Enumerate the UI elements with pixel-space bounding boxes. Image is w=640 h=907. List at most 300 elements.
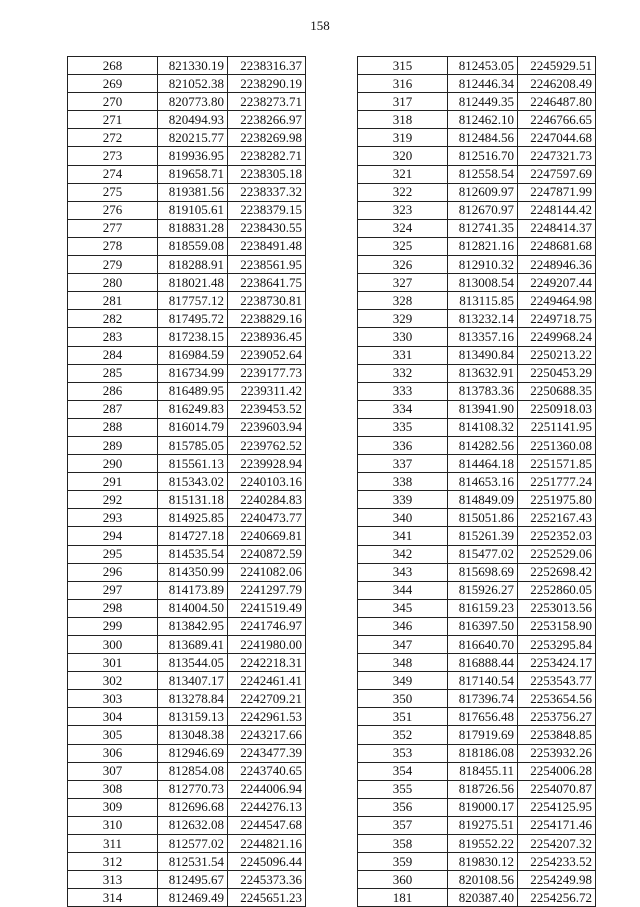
y-coordinate-cell: 2252698.42 — [518, 563, 596, 581]
x-coordinate-cell: 812558.54 — [448, 165, 518, 183]
point-id-cell: 327 — [358, 274, 448, 292]
point-id-cell: 272 — [68, 129, 158, 147]
y-coordinate-cell: 2243740.65 — [228, 762, 306, 780]
table-row — [68, 527, 306, 545]
x-coordinate-cell: 821052.38 — [158, 75, 228, 93]
point-id-cell: 336 — [358, 436, 448, 454]
table-row — [358, 509, 596, 527]
point-id-cell: 304 — [68, 708, 158, 726]
x-coordinate-cell: 820494.93 — [158, 111, 228, 129]
y-coordinate-cell: 2239052.64 — [228, 346, 306, 364]
y-coordinate-cell: 2248681.68 — [518, 237, 596, 255]
x-coordinate-cell: 813632.91 — [448, 364, 518, 382]
point-id-cell: 322 — [358, 183, 448, 201]
y-coordinate-cell: 2238337.32 — [228, 183, 306, 201]
x-coordinate-cell: 812696.68 — [158, 798, 228, 816]
y-coordinate-cell: 2239928.94 — [228, 455, 306, 473]
y-coordinate-cell: 2245373.36 — [228, 871, 306, 889]
y-coordinate-cell: 2245651.23 — [228, 889, 306, 907]
table-row — [68, 382, 306, 400]
y-coordinate-cell: 2243217.66 — [228, 726, 306, 744]
point-id-cell: 326 — [358, 256, 448, 274]
y-coordinate-cell: 2238379.15 — [228, 201, 306, 219]
point-id-cell: 287 — [68, 400, 158, 418]
point-id-cell: 300 — [68, 636, 158, 654]
point-id-cell: 324 — [358, 219, 448, 237]
point-id-cell: 307 — [68, 762, 158, 780]
table-row — [68, 256, 306, 274]
table-row — [358, 165, 596, 183]
table-row — [68, 798, 306, 816]
y-coordinate-cell: 2238305.18 — [228, 165, 306, 183]
y-coordinate-cell: 2239453.52 — [228, 400, 306, 418]
coordinate-table-left — [67, 56, 306, 907]
point-id-cell: 319 — [358, 129, 448, 147]
table-row — [68, 726, 306, 744]
table-row — [68, 491, 306, 509]
table-row — [358, 581, 596, 599]
x-coordinate-cell: 816489.95 — [158, 382, 228, 400]
table-row — [68, 617, 306, 635]
point-id-cell: 331 — [358, 346, 448, 364]
table-row — [68, 581, 306, 599]
table-row — [358, 75, 596, 93]
point-id-cell: 278 — [68, 237, 158, 255]
point-id-cell: 342 — [358, 545, 448, 563]
x-coordinate-cell: 812741.35 — [448, 219, 518, 237]
point-id-cell: 328 — [358, 292, 448, 310]
x-coordinate-cell: 813689.41 — [158, 636, 228, 654]
point-id-cell: 305 — [68, 726, 158, 744]
table-row — [68, 744, 306, 762]
x-coordinate-cell: 820108.56 — [448, 871, 518, 889]
point-id-cell: 270 — [68, 93, 158, 111]
y-coordinate-cell: 2249718.75 — [518, 310, 596, 328]
x-coordinate-cell: 819658.71 — [158, 165, 228, 183]
table-row — [358, 328, 596, 346]
x-coordinate-cell: 812577.02 — [158, 835, 228, 853]
y-coordinate-cell: 2247044.68 — [518, 129, 596, 147]
point-id-cell: 268 — [68, 57, 158, 75]
point-id-cell: 282 — [68, 310, 158, 328]
x-coordinate-cell: 818726.56 — [448, 780, 518, 798]
point-id-cell: 355 — [358, 780, 448, 798]
table-row — [358, 599, 596, 617]
y-coordinate-cell: 2253654.56 — [518, 690, 596, 708]
y-coordinate-cell: 2238491.48 — [228, 237, 306, 255]
point-id-cell: 292 — [68, 491, 158, 509]
point-id-cell: 299 — [68, 617, 158, 635]
y-coordinate-cell: 2238316.37 — [228, 57, 306, 75]
x-coordinate-cell: 813407.17 — [158, 672, 228, 690]
x-coordinate-cell: 819936.95 — [158, 147, 228, 165]
y-coordinate-cell: 2253932.26 — [518, 744, 596, 762]
point-id-cell: 344 — [358, 581, 448, 599]
table-row — [358, 798, 596, 816]
y-coordinate-cell: 2244821.16 — [228, 835, 306, 853]
x-coordinate-cell: 812946.69 — [158, 744, 228, 762]
point-id-cell: 281 — [68, 292, 158, 310]
point-id-cell: 349 — [358, 672, 448, 690]
table-row — [68, 111, 306, 129]
point-id-cell: 346 — [358, 617, 448, 635]
y-coordinate-cell: 2251777.24 — [518, 473, 596, 491]
table-row — [68, 147, 306, 165]
point-id-cell: 286 — [68, 382, 158, 400]
table-row — [358, 418, 596, 436]
x-coordinate-cell: 816888.44 — [448, 654, 518, 672]
table-row — [68, 418, 306, 436]
x-coordinate-cell: 814653.16 — [448, 473, 518, 491]
x-coordinate-cell: 813357.16 — [448, 328, 518, 346]
table-row — [68, 57, 306, 75]
point-id-cell: 280 — [68, 274, 158, 292]
x-coordinate-cell: 813783.36 — [448, 382, 518, 400]
point-id-cell: 323 — [358, 201, 448, 219]
y-coordinate-cell: 2243477.39 — [228, 744, 306, 762]
table-row — [358, 219, 596, 237]
point-id-cell: 332 — [358, 364, 448, 382]
table-row — [68, 274, 306, 292]
x-coordinate-cell: 814108.32 — [448, 418, 518, 436]
y-coordinate-cell: 2248414.37 — [518, 219, 596, 237]
point-id-cell: 351 — [358, 708, 448, 726]
x-coordinate-cell: 819275.51 — [448, 816, 518, 834]
y-coordinate-cell: 2253013.56 — [518, 599, 596, 617]
y-coordinate-cell: 2239177.73 — [228, 364, 306, 382]
x-coordinate-cell: 816249.83 — [158, 400, 228, 418]
table-row — [358, 436, 596, 454]
y-coordinate-cell: 2254006.28 — [518, 762, 596, 780]
point-id-cell: 306 — [68, 744, 158, 762]
point-id-cell: 360 — [358, 871, 448, 889]
y-coordinate-cell: 2252860.05 — [518, 581, 596, 599]
point-id-cell: 301 — [68, 654, 158, 672]
x-coordinate-cell: 812770.73 — [158, 780, 228, 798]
x-coordinate-cell: 813941.90 — [448, 400, 518, 418]
point-id-cell: 359 — [358, 853, 448, 871]
table-row — [68, 853, 306, 871]
x-coordinate-cell: 818288.91 — [158, 256, 228, 274]
x-coordinate-cell: 812670.97 — [448, 201, 518, 219]
table-row — [68, 545, 306, 563]
point-id-cell: 356 — [358, 798, 448, 816]
point-id-cell: 358 — [358, 835, 448, 853]
table-row — [68, 762, 306, 780]
point-id-cell: 321 — [358, 165, 448, 183]
point-id-cell: 269 — [68, 75, 158, 93]
y-coordinate-cell: 2251360.08 — [518, 436, 596, 454]
x-coordinate-cell: 821330.19 — [158, 57, 228, 75]
table-row — [358, 111, 596, 129]
table-row — [68, 93, 306, 111]
y-coordinate-cell: 2249968.24 — [518, 328, 596, 346]
point-id-cell: 295 — [68, 545, 158, 563]
point-id-cell: 337 — [358, 455, 448, 473]
x-coordinate-cell: 818021.48 — [158, 274, 228, 292]
x-coordinate-cell: 819552.22 — [448, 835, 518, 853]
x-coordinate-cell: 812462.10 — [448, 111, 518, 129]
x-coordinate-cell: 819105.61 — [158, 201, 228, 219]
table-row — [358, 617, 596, 635]
coordinate-table-right — [357, 56, 596, 907]
y-coordinate-cell: 2240669.81 — [228, 527, 306, 545]
table-row — [68, 816, 306, 834]
x-coordinate-cell: 812469.49 — [158, 889, 228, 907]
point-id-cell: 339 — [358, 491, 448, 509]
point-id-cell: 320 — [358, 147, 448, 165]
y-coordinate-cell: 2245929.51 — [518, 57, 596, 75]
x-coordinate-cell: 816734.99 — [158, 364, 228, 382]
table-row — [68, 436, 306, 454]
y-coordinate-cell: 2251571.85 — [518, 455, 596, 473]
y-coordinate-cell: 2252167.43 — [518, 509, 596, 527]
table-row — [358, 762, 596, 780]
x-coordinate-cell: 813232.14 — [448, 310, 518, 328]
point-id-cell: 276 — [68, 201, 158, 219]
table-row — [358, 563, 596, 581]
y-coordinate-cell: 2241519.49 — [228, 599, 306, 617]
y-coordinate-cell: 2244006.94 — [228, 780, 306, 798]
point-id-cell: 325 — [358, 237, 448, 255]
x-coordinate-cell: 813115.85 — [448, 292, 518, 310]
x-coordinate-cell: 819381.56 — [158, 183, 228, 201]
table-row — [358, 491, 596, 509]
table-row — [358, 201, 596, 219]
point-id-cell: 294 — [68, 527, 158, 545]
point-id-cell: 350 — [358, 690, 448, 708]
table-row — [68, 690, 306, 708]
table-row — [358, 545, 596, 563]
table-row — [358, 147, 596, 165]
point-id-cell: 298 — [68, 599, 158, 617]
x-coordinate-cell: 813048.38 — [158, 726, 228, 744]
table-row — [68, 780, 306, 798]
table-row — [68, 346, 306, 364]
point-id-cell: 297 — [68, 581, 158, 599]
x-coordinate-cell: 816014.79 — [158, 418, 228, 436]
table-row — [358, 455, 596, 473]
point-id-cell: 340 — [358, 509, 448, 527]
y-coordinate-cell: 2241297.79 — [228, 581, 306, 599]
x-coordinate-cell: 814925.85 — [158, 509, 228, 527]
x-coordinate-cell: 815698.69 — [448, 563, 518, 581]
table-row — [68, 400, 306, 418]
y-coordinate-cell: 2249464.98 — [518, 292, 596, 310]
x-coordinate-cell: 819830.12 — [448, 853, 518, 871]
x-coordinate-cell: 815261.39 — [448, 527, 518, 545]
table-row — [68, 672, 306, 690]
point-id-cell: 329 — [358, 310, 448, 328]
y-coordinate-cell: 2246208.49 — [518, 75, 596, 93]
table-row — [68, 364, 306, 382]
y-coordinate-cell: 2239762.52 — [228, 436, 306, 454]
point-id-cell: 303 — [68, 690, 158, 708]
y-coordinate-cell: 2241746.97 — [228, 617, 306, 635]
y-coordinate-cell: 2238936.45 — [228, 328, 306, 346]
table-row — [358, 364, 596, 382]
point-id-cell: 288 — [68, 418, 158, 436]
y-coordinate-cell: 2250453.29 — [518, 364, 596, 382]
y-coordinate-cell: 2242218.31 — [228, 654, 306, 672]
point-id-cell: 341 — [358, 527, 448, 545]
table-row — [68, 871, 306, 889]
x-coordinate-cell: 813490.84 — [448, 346, 518, 364]
y-coordinate-cell: 2241980.00 — [228, 636, 306, 654]
y-coordinate-cell: 2247597.69 — [518, 165, 596, 183]
table-row — [358, 93, 596, 111]
point-id-cell: 302 — [68, 672, 158, 690]
table-row — [358, 57, 596, 75]
x-coordinate-cell: 816159.23 — [448, 599, 518, 617]
x-coordinate-cell: 820387.40 — [448, 889, 518, 907]
y-coordinate-cell: 2254233.52 — [518, 853, 596, 871]
table-row — [358, 654, 596, 672]
table-row — [358, 889, 596, 907]
point-id-cell: 316 — [358, 75, 448, 93]
point-id-cell: 335 — [358, 418, 448, 436]
table-row — [358, 256, 596, 274]
x-coordinate-cell: 818455.11 — [448, 762, 518, 780]
table-row — [358, 473, 596, 491]
y-coordinate-cell: 2242709.21 — [228, 690, 306, 708]
y-coordinate-cell: 2238273.71 — [228, 93, 306, 111]
point-id-cell: 293 — [68, 509, 158, 527]
x-coordinate-cell: 817919.69 — [448, 726, 518, 744]
y-coordinate-cell: 2249207.44 — [518, 274, 596, 292]
table-row — [68, 889, 306, 907]
table-row — [358, 871, 596, 889]
point-id-cell: 338 — [358, 473, 448, 491]
x-coordinate-cell: 816397.50 — [448, 617, 518, 635]
y-coordinate-cell: 2248946.36 — [518, 256, 596, 274]
y-coordinate-cell: 2242961.53 — [228, 708, 306, 726]
x-coordinate-cell: 812531.54 — [158, 853, 228, 871]
y-coordinate-cell: 2238266.97 — [228, 111, 306, 129]
table-row — [358, 310, 596, 328]
y-coordinate-cell: 2253848.85 — [518, 726, 596, 744]
page-number: 158 — [310, 18, 330, 33]
table-row — [68, 129, 306, 147]
point-id-cell: 348 — [358, 654, 448, 672]
y-coordinate-cell: 2251975.80 — [518, 491, 596, 509]
table-row — [358, 183, 596, 201]
y-coordinate-cell: 2252352.03 — [518, 527, 596, 545]
x-coordinate-cell: 820215.77 — [158, 129, 228, 147]
y-coordinate-cell: 2239603.94 — [228, 418, 306, 436]
y-coordinate-cell: 2241082.06 — [228, 563, 306, 581]
y-coordinate-cell: 2253158.90 — [518, 617, 596, 635]
point-id-cell: 283 — [68, 328, 158, 346]
x-coordinate-cell: 812821.16 — [448, 237, 518, 255]
table-row — [68, 310, 306, 328]
point-id-cell: 311 — [68, 835, 158, 853]
table-row — [358, 744, 596, 762]
x-coordinate-cell: 819000.17 — [448, 798, 518, 816]
y-coordinate-cell: 2250688.35 — [518, 382, 596, 400]
x-coordinate-cell: 813544.05 — [158, 654, 228, 672]
x-coordinate-cell: 812495.67 — [158, 871, 228, 889]
x-coordinate-cell: 815131.18 — [158, 491, 228, 509]
point-id-cell: 313 — [68, 871, 158, 889]
table-row — [358, 853, 596, 871]
table-row — [358, 382, 596, 400]
point-id-cell: 317 — [358, 93, 448, 111]
y-coordinate-cell: 2240872.59 — [228, 545, 306, 563]
y-coordinate-cell: 2246487.80 — [518, 93, 596, 111]
table-row — [68, 201, 306, 219]
table-row — [358, 527, 596, 545]
y-coordinate-cell: 2238269.98 — [228, 129, 306, 147]
x-coordinate-cell: 817757.12 — [158, 292, 228, 310]
x-coordinate-cell: 814464.18 — [448, 455, 518, 473]
table-row — [358, 346, 596, 364]
x-coordinate-cell: 817396.74 — [448, 690, 518, 708]
point-id-cell: 274 — [68, 165, 158, 183]
y-coordinate-cell: 2238290.19 — [228, 75, 306, 93]
y-coordinate-cell: 2254070.87 — [518, 780, 596, 798]
x-coordinate-cell: 815051.86 — [448, 509, 518, 527]
y-coordinate-cell: 2240473.77 — [228, 509, 306, 527]
y-coordinate-cell: 2240284.83 — [228, 491, 306, 509]
x-coordinate-cell: 812453.05 — [448, 57, 518, 75]
table-row — [68, 599, 306, 617]
y-coordinate-cell: 2246766.65 — [518, 111, 596, 129]
y-coordinate-cell: 2238282.71 — [228, 147, 306, 165]
x-coordinate-cell: 813159.13 — [158, 708, 228, 726]
point-id-cell: 181 — [358, 889, 448, 907]
point-id-cell: 343 — [358, 563, 448, 581]
x-coordinate-cell: 814535.54 — [158, 545, 228, 563]
point-id-cell: 279 — [68, 256, 158, 274]
x-coordinate-cell: 816984.59 — [158, 346, 228, 364]
point-id-cell: 308 — [68, 780, 158, 798]
table-row — [358, 129, 596, 147]
x-coordinate-cell: 813008.54 — [448, 274, 518, 292]
table-row — [68, 636, 306, 654]
y-coordinate-cell: 2238430.55 — [228, 219, 306, 237]
x-coordinate-cell: 812449.35 — [448, 93, 518, 111]
y-coordinate-cell: 2252529.06 — [518, 545, 596, 563]
table-row — [68, 75, 306, 93]
x-coordinate-cell: 816640.70 — [448, 636, 518, 654]
table-row — [68, 835, 306, 853]
table-row — [358, 636, 596, 654]
point-id-cell: 271 — [68, 111, 158, 129]
y-coordinate-cell: 2250918.03 — [518, 400, 596, 418]
y-coordinate-cell: 2251141.95 — [518, 418, 596, 436]
point-id-cell: 334 — [358, 400, 448, 418]
table-row — [68, 292, 306, 310]
point-id-cell: 290 — [68, 455, 158, 473]
table-row — [68, 219, 306, 237]
point-id-cell: 354 — [358, 762, 448, 780]
point-id-cell: 310 — [68, 816, 158, 834]
y-coordinate-cell: 2239311.42 — [228, 382, 306, 400]
x-coordinate-cell: 812484.56 — [448, 129, 518, 147]
x-coordinate-cell: 820773.80 — [158, 93, 228, 111]
y-coordinate-cell: 2238641.75 — [228, 274, 306, 292]
y-coordinate-cell: 2254249.98 — [518, 871, 596, 889]
table-row — [68, 237, 306, 255]
x-coordinate-cell: 815785.05 — [158, 436, 228, 454]
x-coordinate-cell: 812632.08 — [158, 816, 228, 834]
point-id-cell: 333 — [358, 382, 448, 400]
point-id-cell: 296 — [68, 563, 158, 581]
point-id-cell: 345 — [358, 599, 448, 617]
table-row — [68, 165, 306, 183]
y-coordinate-cell: 2244276.13 — [228, 798, 306, 816]
